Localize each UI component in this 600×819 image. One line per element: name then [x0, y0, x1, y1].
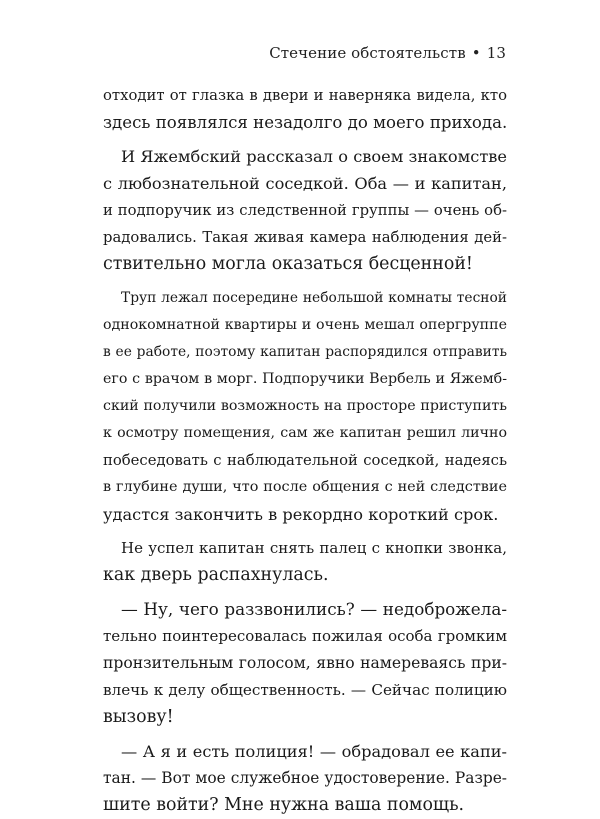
- text-line: влечь к делу общественность. — Сейчас полицию: [103, 681, 507, 699]
- text-line: Не успел капитан снять палец с кнопки звонка,: [121, 539, 507, 557]
- running-head: [269, 44, 506, 62]
- text-line: однокомнатной квартиры и очень мешал опергруппе: [103, 317, 507, 333]
- text-line: его с врачом в морг. Подпоручики Вербель и Яжемб-: [103, 371, 507, 387]
- text-line: вызову!: [103, 707, 174, 727]
- text-line: — Ну, чего раззвонились? — недоброжела-: [121, 599, 507, 619]
- text-line: к осмотру помещения, сам же капитан решил лично: [103, 425, 507, 441]
- chapter-title: Стечение обстоятельств: [269, 44, 466, 62]
- text-line: в ее работе, поэтому капитан распорядился отправить: [103, 344, 507, 360]
- text-line: тельно поинтересовалась пожилая особа громким: [103, 627, 507, 645]
- text-line: с любознательной соседкой. Оба — и капитан,: [103, 174, 507, 193]
- separator-dot: •: [471, 44, 481, 62]
- text-line: шите войти? Мне нужна ваша помощь.: [103, 795, 465, 815]
- text-line: ствительно могла оказаться бесценной!: [103, 254, 473, 274]
- paragraph: [103, 143, 507, 278]
- paragraph: [103, 535, 507, 589]
- text-line: Труп лежал посередине небольшой комнаты тесной: [121, 290, 507, 306]
- text-line: и подпоручик из следственной группы — очень об-: [103, 202, 507, 219]
- paragraph: [103, 596, 507, 731]
- paragraph: [103, 738, 507, 819]
- paragraph: [103, 82, 507, 136]
- text-line: в глубине души, что после общения с ней следствие: [103, 479, 507, 495]
- text-line: — А я и есть полиция! — обрадовал ее капи-: [121, 742, 507, 761]
- text-line: побеседовать с наблюдательной соседкой, надеясь: [103, 452, 507, 469]
- paragraph: [103, 285, 507, 528]
- body-text: [103, 82, 507, 819]
- text-line: здесь появлялся незадолго до моего прихода.: [103, 113, 508, 132]
- text-line: ский получили возможность на просторе приступить: [103, 398, 507, 414]
- text-line: И Яжембский рассказал о своем знакомстве: [121, 147, 507, 166]
- text-line: отходит от глазка в двери и наверняка видела, кто: [103, 87, 507, 104]
- text-line: тан. — Вот мое служебное удостоверение. Разре-: [103, 769, 507, 787]
- text-line: пронзительным голосом, явно намереваясь при-: [103, 654, 507, 672]
- text-line: как дверь распахнулась.: [103, 565, 329, 585]
- text-line: удастся закончить в рекордно короткий срок.: [103, 505, 499, 524]
- text-line: радовались. Такая живая камера наблюдения дей-: [103, 229, 507, 246]
- page-number: 13: [486, 44, 506, 62]
